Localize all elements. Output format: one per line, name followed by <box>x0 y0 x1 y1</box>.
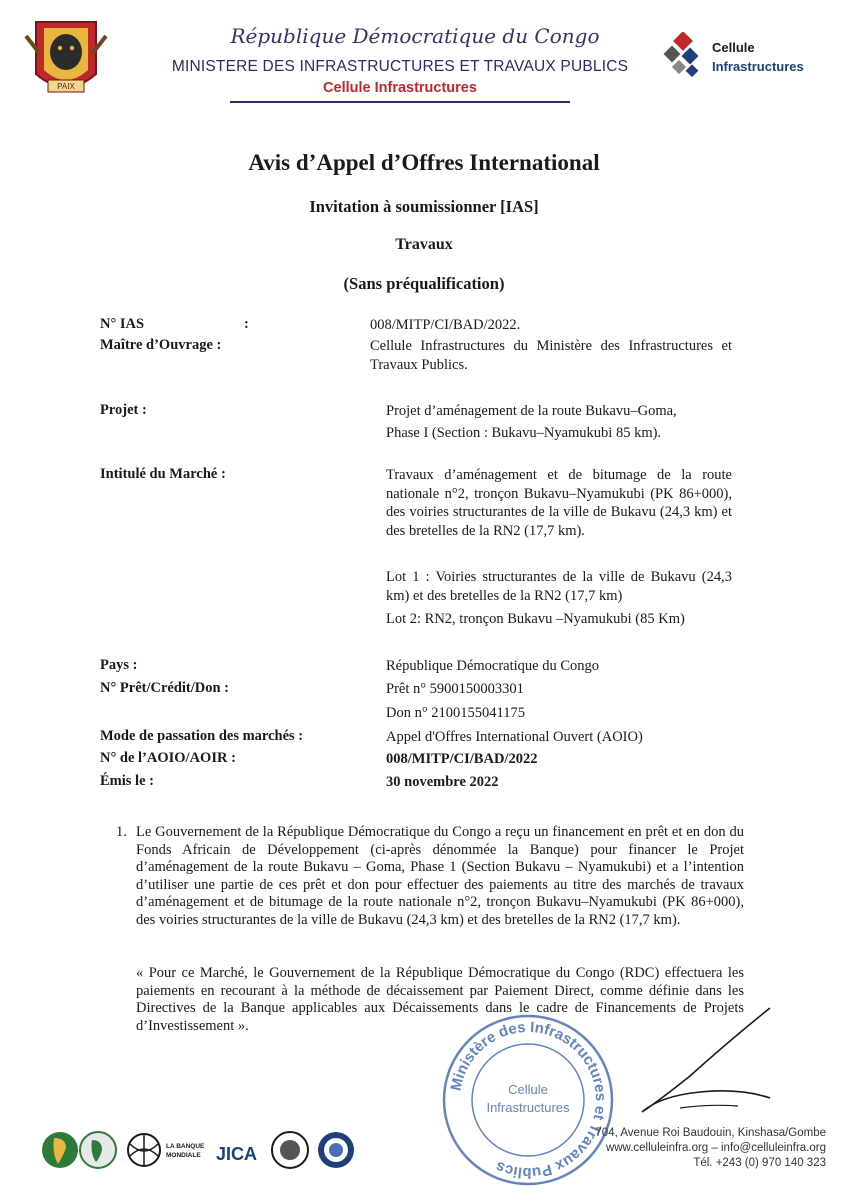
paragraph-1: Le Gouvernement de la République Démocratique du Congo a reçu un financement en prêt et en don du Fonds Africain de Développement (ci-après dénommée la Banque) pour financer le Projet d’aménagement de la route Bukavu – Goma, Phase 1 (Section Bukavu – Nyamukubi) et a l’intention d’utiliser une partie de ces prêt et don pour effectuer des paiements au titre des marchés de travaux d’aménagement et de bitumage de la route nationale n°2, tronçon Bukavu–Nyamukubi (PK 86+000), des voiries structurantes de la ville de Bukavu (24,3 km) et des bretelles de la RN2 (17,7 km). <box>136 824 744 928</box>
ofid-logo-icon <box>318 1132 354 1168</box>
header-divider <box>230 101 570 103</box>
project-label: Projet : <box>100 402 147 418</box>
footer-address: 704, Avenue Roi Baudouin, Kinshasa/Gombe <box>595 1127 826 1139</box>
footer-web[interactable]: www.celluleinfra.org – info@celluleinfra.org <box>605 1142 826 1154</box>
category-heading: Travaux <box>395 236 453 253</box>
market-label: Intitulé du Marché : <box>100 466 226 482</box>
logo-line-infrastructures: Infrastructures <box>712 59 804 74</box>
ias-colon: : <box>244 316 249 332</box>
loan-label: N° Prêt/Crédit/Don : <box>100 680 230 696</box>
loan-value: Prêt n° 5900150003301 <box>386 681 524 697</box>
footer-contact <box>560 1126 826 1171</box>
owner-value: Cellule Infrastructures du Ministère des Infrastructures et Travaux Publics. <box>370 338 732 373</box>
svg-text:LA BANQUE: LA BANQUE <box>166 1143 205 1150</box>
svg-text:PAIX: PAIX <box>57 82 75 91</box>
handwritten-signature <box>620 1000 780 1130</box>
logo-line-cellule: Cellule <box>712 40 755 55</box>
lot-2: Lot 2: RN2, tronçon Bukavu –Nyamukubi (85 Km) <box>386 611 685 627</box>
document-title: Avis d’Appel d’Offres International <box>248 150 600 175</box>
paragraph-1-number: 1. <box>116 824 127 840</box>
badea-logo-icon <box>272 1132 308 1168</box>
grant-value: Don n° 2100155041175 <box>386 705 525 721</box>
aoio-value: 008/MITP/CI/BAD/2022 <box>386 751 538 767</box>
aoio-label: N° de l’AOIO/AOIR : <box>100 750 236 766</box>
partner-logos <box>40 1128 370 1172</box>
country-script-heading: République Démocratique du Congo <box>230 24 600 48</box>
project-line-2: Phase I (Section : Bukavu–Nyamukubi 85 km). <box>386 425 662 441</box>
cell-heading: Cellule Infrastructures <box>323 80 477 96</box>
country-value: République Démocratique du Congo <box>386 658 600 674</box>
coat-of-arms-logo <box>22 14 110 108</box>
ias-value: 008/MITP/CI/BAD/2022. <box>370 317 521 333</box>
ministry-heading: MINISTERE DES INFRASTRUCTURES ET TRAVAUX PUBLICS <box>171 58 629 75</box>
svg-text:Infrastructures: Infrastructures <box>486 1100 570 1115</box>
svg-text:Ministère des Infrastructures: Ministère des Infrastructures et Travaux Publics <box>447 1018 610 1182</box>
afdb-logo-icon <box>42 1132 78 1168</box>
ias-label: N° IAS <box>100 316 145 332</box>
procurement-mode-label: Mode de passation des marchés : <box>100 728 304 744</box>
owner-label: Maître d’Ouvrage : <box>100 337 222 353</box>
qualification-heading: (Sans préqualification) <box>343 274 505 293</box>
svg-text:Cellule: Cellule <box>508 1082 548 1097</box>
country-label: Pays : <box>100 657 138 673</box>
jica-logo-icon <box>216 1144 257 1164</box>
paragraph-2: « Pour ce Marché, le Gouvernement de la République Démocratique du Congo (RDC) effectuera les paiements en recourant à la méthode de décaissement par Paiement Direct, comme définie dans les Directives de la Banque applicables aux Décaissements dans le cadre de Financements de Projets d’Investissement ». <box>136 965 744 1034</box>
issued-label: Émis le : <box>100 773 154 789</box>
svg-text:MONDIALE: MONDIALE <box>166 1152 201 1159</box>
cellule-infrastructures-logo-icon <box>658 32 704 84</box>
fad-logo-icon <box>80 1132 116 1168</box>
procurement-mode-value: Appel d'Offres International Ouvert (AOIO) <box>386 729 643 745</box>
issued-value: 30 novembre 2022 <box>386 774 499 790</box>
lot-1: Lot 1 : Voiries structurantes de la ville de Bukavu (24,3 km) et des bretelles de la RN2 (17,7 km) <box>386 569 732 604</box>
document-subtitle: Invitation à soumissionner [IAS] <box>309 197 539 216</box>
market-value: Travaux d’aménagement et de bitumage de la route nationale n°2, tronçon Bukavu–Nyamukubi (PK 86+000), des voiries structurantes de la ville de Bukavu (24,3 km) et des bretelles de la RN2 (17,7 km). <box>386 467 732 539</box>
svg-text:JICA: JICA <box>216 1144 258 1164</box>
footer-phone: Tél. +243 (0) 970 140 323 <box>693 1157 826 1169</box>
world-bank-logo-icon <box>128 1134 205 1166</box>
cellule-infrastructures-logo-text <box>712 38 804 76</box>
project-line-1: Projet d’aménagement de la route Bukavu–Goma, <box>386 403 677 419</box>
